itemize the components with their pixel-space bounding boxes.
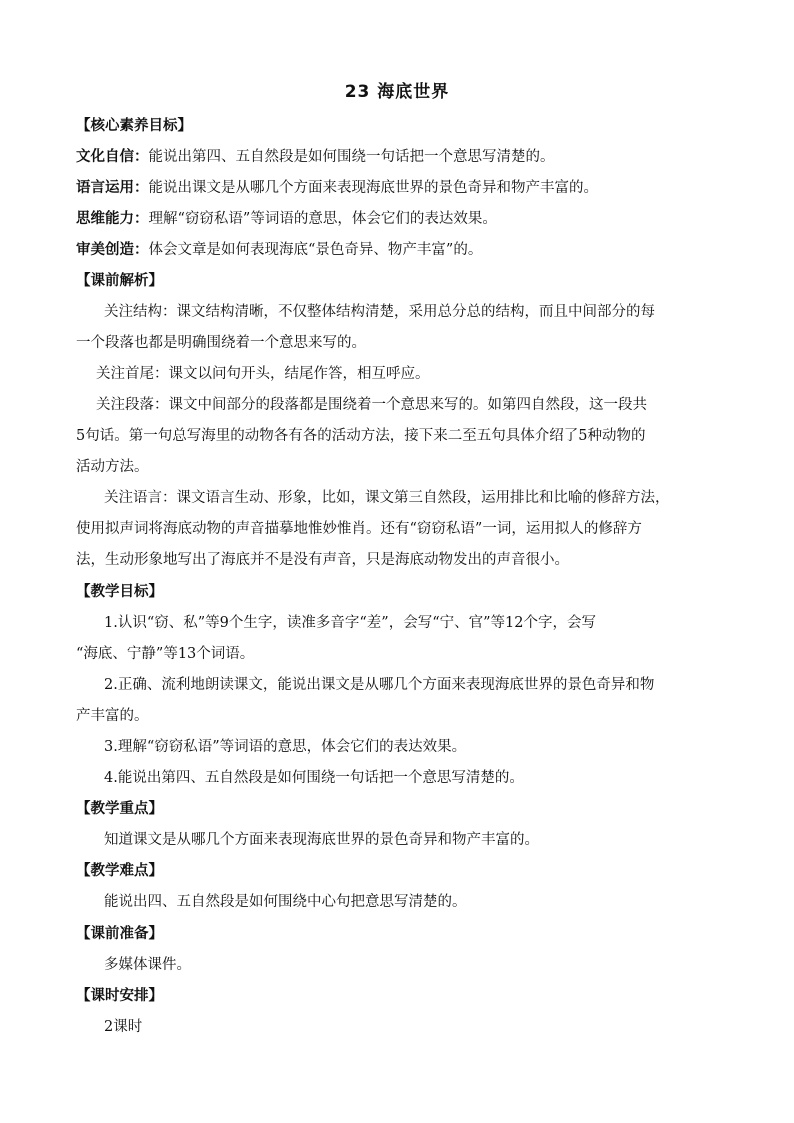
key-points-heading: 【教学重点】 bbox=[76, 801, 163, 817]
core-goals-heading: 【核心素养目标】 bbox=[76, 118, 192, 134]
preparation-text: 多媒体课件。 bbox=[104, 957, 191, 973]
difficulties-heading: 【教学难点】 bbox=[76, 863, 163, 879]
pre-analysis-line: 关注语言：课文语言生动、形象，比如，课文第三自然段，运用排比和比喻的修辞方法， bbox=[104, 490, 670, 506]
pre-analysis-line: 5句话。第一句总写海里的动物各有各的活动方法，接下来二至五句具体介绍了5种动物的 bbox=[76, 428, 646, 444]
schedule-text: 2课时 bbox=[104, 1019, 143, 1035]
difficulties-text: 能说出四、五自然段是如何围绕中心句把意思写清楚的。 bbox=[104, 894, 467, 910]
teaching-goal-line: “海底、宁静”等13个词语。 bbox=[76, 646, 255, 662]
core-goal-text: 理解“窃窃私语”等词语的意思，体会它们的表达效果。 bbox=[148, 211, 497, 227]
pre-analysis-line: 关注结构：课文结构清晰，不仅整体结构清楚，采用总分总的结构，而且中间部分的每 bbox=[104, 304, 655, 320]
preparation-heading: 【课前准备】 bbox=[76, 926, 163, 942]
core-goal-item bbox=[76, 147, 736, 167]
teaching-goal-line: 1.认识“窃、私”等9个生字，读准多音字“差”，会写“宁、官”等12个字，会写 bbox=[104, 615, 596, 631]
core-goal-text: 能说出课文是从哪几个方面来表现海底世界的景色奇异和物产丰富的。 bbox=[148, 180, 598, 196]
core-goal-text: 体会文章是如何表现海底“景色奇异、物产丰富”的。 bbox=[148, 242, 483, 258]
core-goal-label: 语言运用： bbox=[76, 180, 149, 196]
core-goal-label: 文化自信： bbox=[76, 149, 149, 165]
key-points-text: 知道课文是从哪几个方面来表现海底世界的景色奇异和物产丰富的。 bbox=[104, 832, 539, 848]
core-goal-label: 审美创造： bbox=[76, 242, 149, 258]
teaching-goal-line: 3.理解“窃窃私语”等词语的意思，体会它们的表达效果。 bbox=[104, 739, 467, 755]
pre-analysis-line: 使用拟声词将海底动物的声音描摹地惟妙惟肖。还有“窃窃私语”一词，运用拟人的修辞方 bbox=[76, 521, 642, 537]
teaching-goal-line: 产丰富的。 bbox=[76, 708, 149, 724]
teaching-goals-heading: 【教学目标】 bbox=[76, 584, 163, 600]
core-goal-item bbox=[76, 178, 736, 198]
pre-analysis-heading: 【课前解析】 bbox=[76, 273, 163, 289]
core-goal-item bbox=[76, 240, 736, 260]
pre-analysis-line: 关注首尾：课文以问句开头，结尾作答，相互呼应。 bbox=[96, 366, 430, 382]
pre-analysis-line: 法，生动形象地写出了海底并不是没有声音，只是海底动物发出的声音很小。 bbox=[76, 552, 569, 568]
teaching-goal-line: 4.能说出第四、五自然段是如何围绕一句话把一个意思写清楚的。 bbox=[104, 770, 524, 786]
teaching-goal-line: 2.正确、流利地朗读课文，能说出课文是从哪几个方面来表现海底世界的景色奇异和物 bbox=[104, 677, 655, 693]
core-goal-label: 思维能力： bbox=[76, 211, 149, 227]
pre-analysis-line: 一个段落也都是明确围绕着一个意思来写的。 bbox=[76, 335, 366, 351]
core-goal-item bbox=[76, 209, 736, 229]
pre-analysis-line: 活动方法。 bbox=[76, 459, 149, 475]
core-goal-text: 能说出第四、五自然段是如何围绕一句话把一个意思写清楚的。 bbox=[148, 149, 555, 165]
page-title: 23 海底世界 bbox=[344, 82, 450, 102]
pre-analysis-line: 关注段落：课文中间部分的段落都是围绕着一个意思来写的。如第四自然段，这一段共 bbox=[96, 397, 647, 413]
schedule-heading: 【课时安排】 bbox=[76, 988, 163, 1004]
